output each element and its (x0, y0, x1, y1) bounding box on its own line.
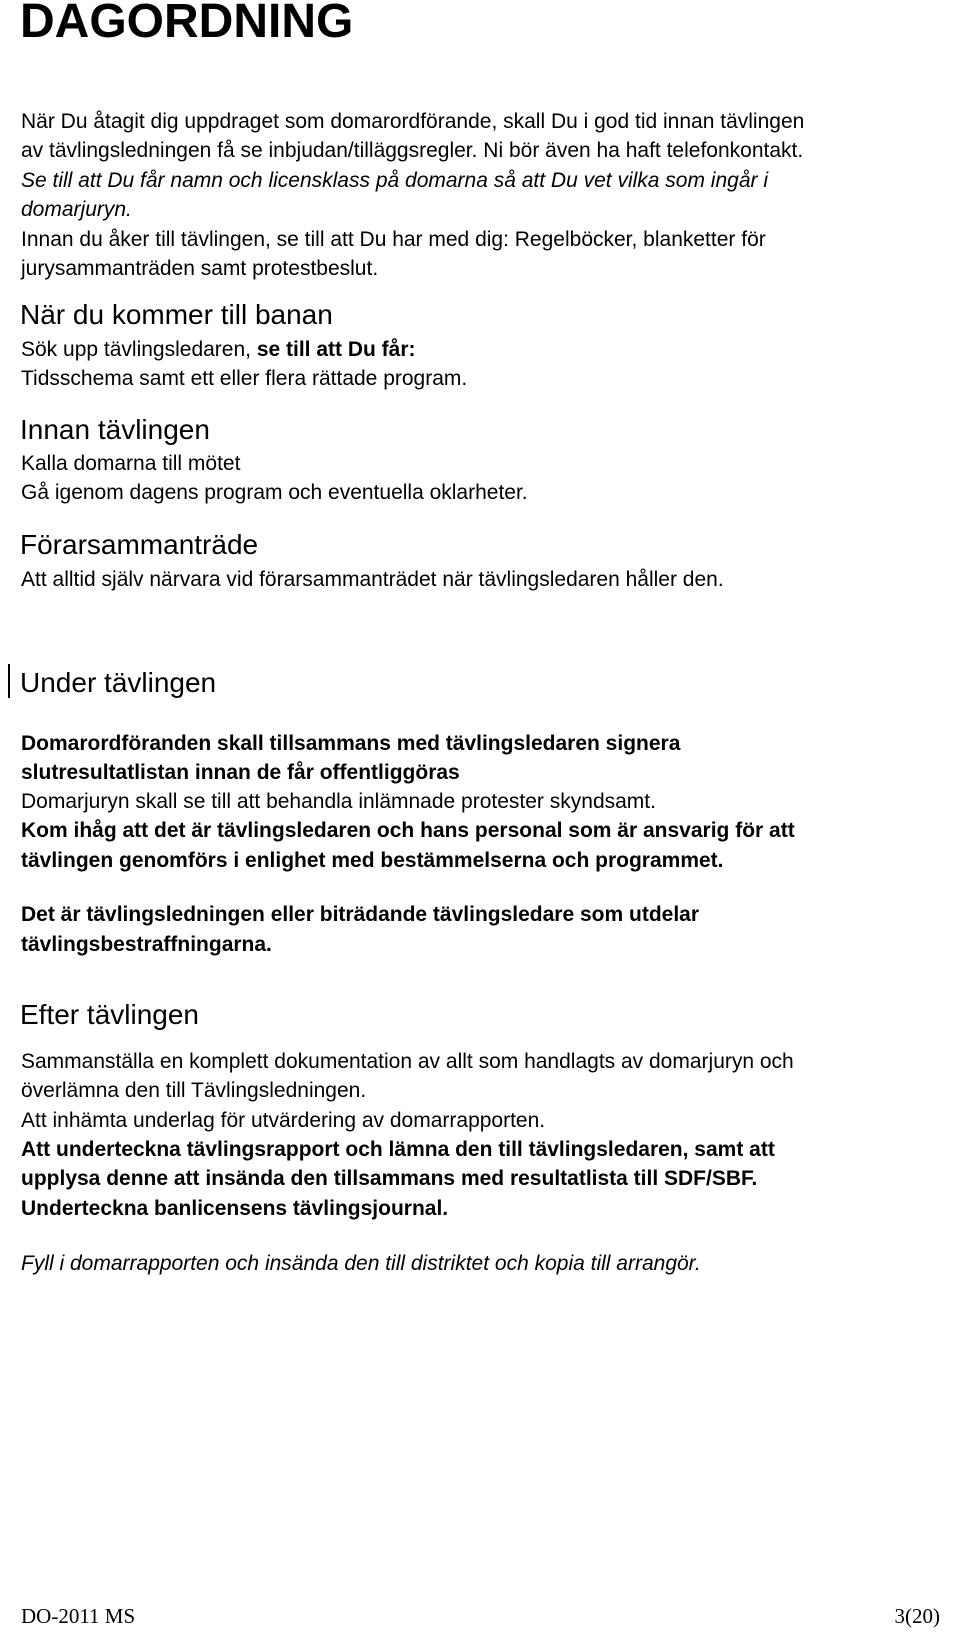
intro-line-2: av tävlingsledningen få se inbjudan/tilläggsregler. Ni bör även ha haft telefonkontakt. (21, 139, 804, 162)
heading-drivers: Förarsammanträde (20, 529, 259, 560)
intro-line-6: jurysammanträden samt protestbeslut. (21, 257, 379, 280)
after-line-1: Sammanställa en komplett dokumentation av allt som handlagts av domarjuryn och (21, 1050, 794, 1073)
arrival-line-2: Tidsschema samt ett eller flera rättade program. (21, 367, 468, 390)
after-bold-line-3: Underteckna banlicensens tävlingsjournal. (21, 1197, 449, 1220)
during-bold3-line-2: tävlingsbestraffningarna. (21, 933, 272, 956)
during-bold1-line-1: Domarordföranden skall tillsammans med tävlingsledaren signera (21, 732, 681, 755)
after-bold-line-2: upplysa denne att insända den tillsammans med resultatlista till SDF/SBF. (21, 1167, 758, 1190)
footer-page-number: 3(20) (894, 1604, 940, 1628)
during-normal-line: Domarjuryn skall se till att behandla inlämnade protester skyndsamt. (21, 790, 656, 813)
after-bold-line-1: Att underteckna tävlingsrapport och lämna den till tävlingsledaren, samt att (21, 1138, 775, 1161)
drivers-line-1: Att alltid själv närvara vid förarsammanträdet när tävlingsledaren håller den. (21, 568, 724, 591)
intro-line-5: Innan du åker till tävlingen, se till att Du har med dig: Regelböcker, blanketter för (21, 228, 766, 251)
footer-doc-id: DO-2011 MS (21, 1604, 136, 1628)
arrival-line-1-normal: Sök upp tävlingsledaren, (21, 338, 257, 361)
arrival-line-1 (21, 337, 416, 363)
intro-line-3: Se till att Du får namn och licensklass på domarna så att Du vet vilka som ingår i (21, 169, 768, 192)
after-line-2: överlämna den till Tävlingsledningen. (21, 1079, 367, 1102)
after-line-3: Att inhämta underlag för utvärdering av domarrapporten. (21, 1109, 546, 1132)
heading-arrival: När du kommer till banan (20, 299, 333, 330)
page-title: DAGORDNING (20, 0, 354, 48)
revision-bar (8, 664, 10, 698)
before-line-1: Kalla domarna till mötet (21, 452, 241, 475)
after-italic-line: Fyll i domarrapporten och insända den till distriktet och kopia till arrangör. (21, 1252, 701, 1275)
arrival-line-1-bold: se till att Du får: (256, 338, 416, 361)
during-bold2-line-2: tävlingen genomförs i enlighet med bestämmelserna och programmet. (21, 849, 724, 872)
heading-after: Efter tävlingen (20, 999, 199, 1030)
intro-line-1: När Du åtagit dig uppdraget som domarordförande, skall Du i god tid innan tävlingen (21, 110, 805, 133)
during-bold3-line-1: Det är tävlingsledningen eller biträdande tävlingsledare som utdelar (21, 903, 700, 926)
during-bold1-line-2: slutresultatlistan innan de får offentliggöras (21, 761, 460, 784)
heading-before: Innan tävlingen (20, 414, 210, 445)
intro-line-4: domarjuryn. (21, 198, 132, 221)
heading-during: Under tävlingen (20, 667, 217, 698)
before-line-2: Gå igenom dagens program och eventuella oklarheter. (21, 481, 528, 504)
during-bold2-line-1: Kom ihåg att det är tävlingsledaren och hans personal som är ansvarig för att (21, 819, 795, 842)
